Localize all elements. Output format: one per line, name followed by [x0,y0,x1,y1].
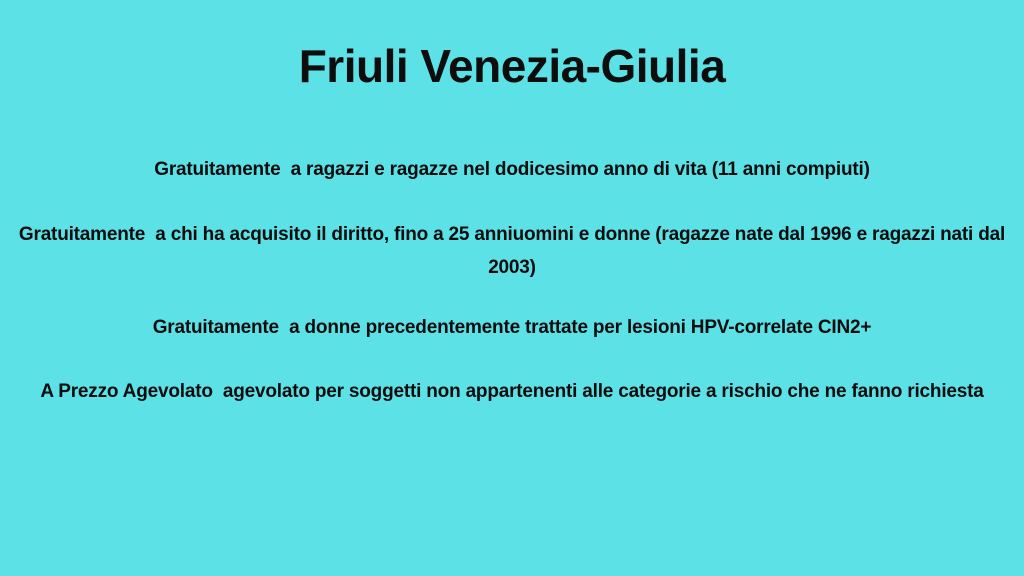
paragraph-free-hpv-treated: Gratuitamente a donne precedentemente trattate per lesioni HPV-correlate CIN2+ [152,316,872,338]
page-title: Friuli Venezia-Giulia [298,40,726,92]
paragraph-discounted-price: A Prezzo Agevolato agevolato per soggetti non appartenenti alle categorie a rischio che ne fanno richiesta [40,380,984,402]
paragraph-free-acquired-right: Gratuitamente a chi ha acquisito il diritto, fino a 25 anniuomini e donne (ragazze nate dal 1996 e ragazzi nati dal 2003) [18,223,1011,278]
paragraph-free-age-12: Gratuitamente a ragazzi e ragazze nel dodicesimo anno di vita (11 anni compiuti) [154,158,870,180]
